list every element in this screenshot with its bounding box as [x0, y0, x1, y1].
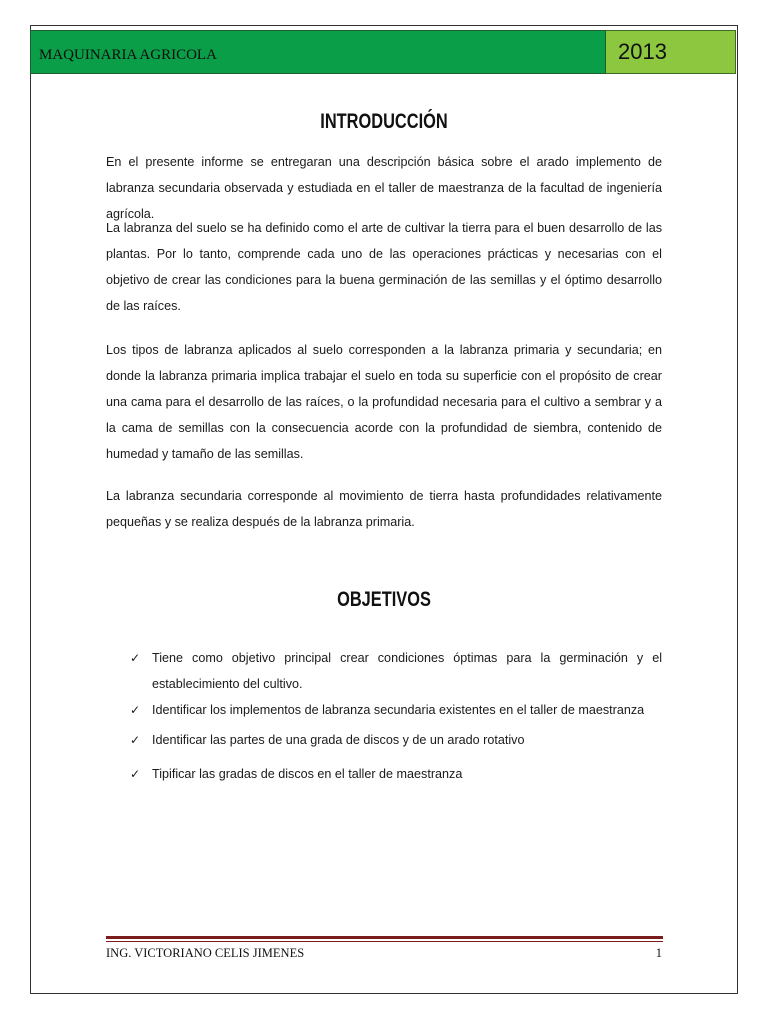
- header-title: MAQUINARIA AGRICOLA: [39, 47, 217, 63]
- objective-item: [130, 645, 662, 697]
- objective-text: Identificar las partes de una grada de discos y de un arado rotativo: [152, 733, 525, 747]
- objectives-heading: OBJETIVOS: [337, 588, 431, 611]
- objective-item: [130, 697, 662, 723]
- header-year: 2013: [618, 39, 667, 64]
- objective-text: Tiene como objetivo principal crear condiciones óptimas para la germinación y el establecimiento del cultivo.: [152, 651, 662, 691]
- objectives-list: [130, 645, 662, 787]
- checkmark-icon: ✓: [130, 703, 141, 717]
- checkmark-icon: ✓: [130, 733, 141, 747]
- objective-text: Identificar los implementos de labranza secundaria existentes en el taller de maestranza: [152, 703, 645, 717]
- intro-paragraph: La labranza del suelo se ha definido como el arte de cultivar la tierra para el buen desarrollo de las plantas. Por lo tanto, comprende cada uno de las operaciones prácticas y necesarias con el objetivo de crear las condiciones para la buena germinación de las semillas y el óptimo desarrollo de las raíces.: [106, 221, 662, 313]
- header-title-box: [30, 30, 606, 74]
- footer-author: ING. VICTORIANO CELIS JIMENES: [106, 946, 305, 960]
- objective-text: Tipificar las gradas de discos en el taller de maestranza: [152, 767, 463, 781]
- intro-paragraph: En el presente informe se entregaran una descripción básica sobre el arado implemento de labranza secundaria observada y estudiada en el taller de maestranza de la facultad de ingeniería agrícola.: [106, 155, 662, 221]
- intro-heading: INTRODUCCIÓN: [320, 110, 448, 133]
- checkmark-icon: ✓: [130, 651, 141, 665]
- checkmark-icon: ✓: [130, 767, 141, 781]
- header-year-box: [606, 30, 736, 74]
- footer-rule-thin: [106, 941, 663, 942]
- page-number: 1: [655, 946, 662, 960]
- footer-rule: [106, 936, 663, 939]
- objective-item: [130, 727, 662, 753]
- objective-item: [130, 761, 662, 787]
- intro-paragraph: Los tipos de labranza aplicados al suelo corresponden a la labranza primaria y secundaria; en donde la labranza primaria implica trabajar el suelo en toda su superficie con el propósito de crear una cama para el desarrollo de las raíces, o la profundidad necesaria para el cultivo a sembrar y a la cama de semillas con la consecuencia acorde con la profundidad de siembra, contenido de humedad y tamaño de las semillas.: [106, 343, 662, 461]
- intro-paragraph: La labranza secundaria corresponde al movimiento de tierra hasta profundidades relativamente pequeñas y se realiza después de la labranza primaria.: [106, 489, 662, 529]
- page-header: [30, 27, 738, 77]
